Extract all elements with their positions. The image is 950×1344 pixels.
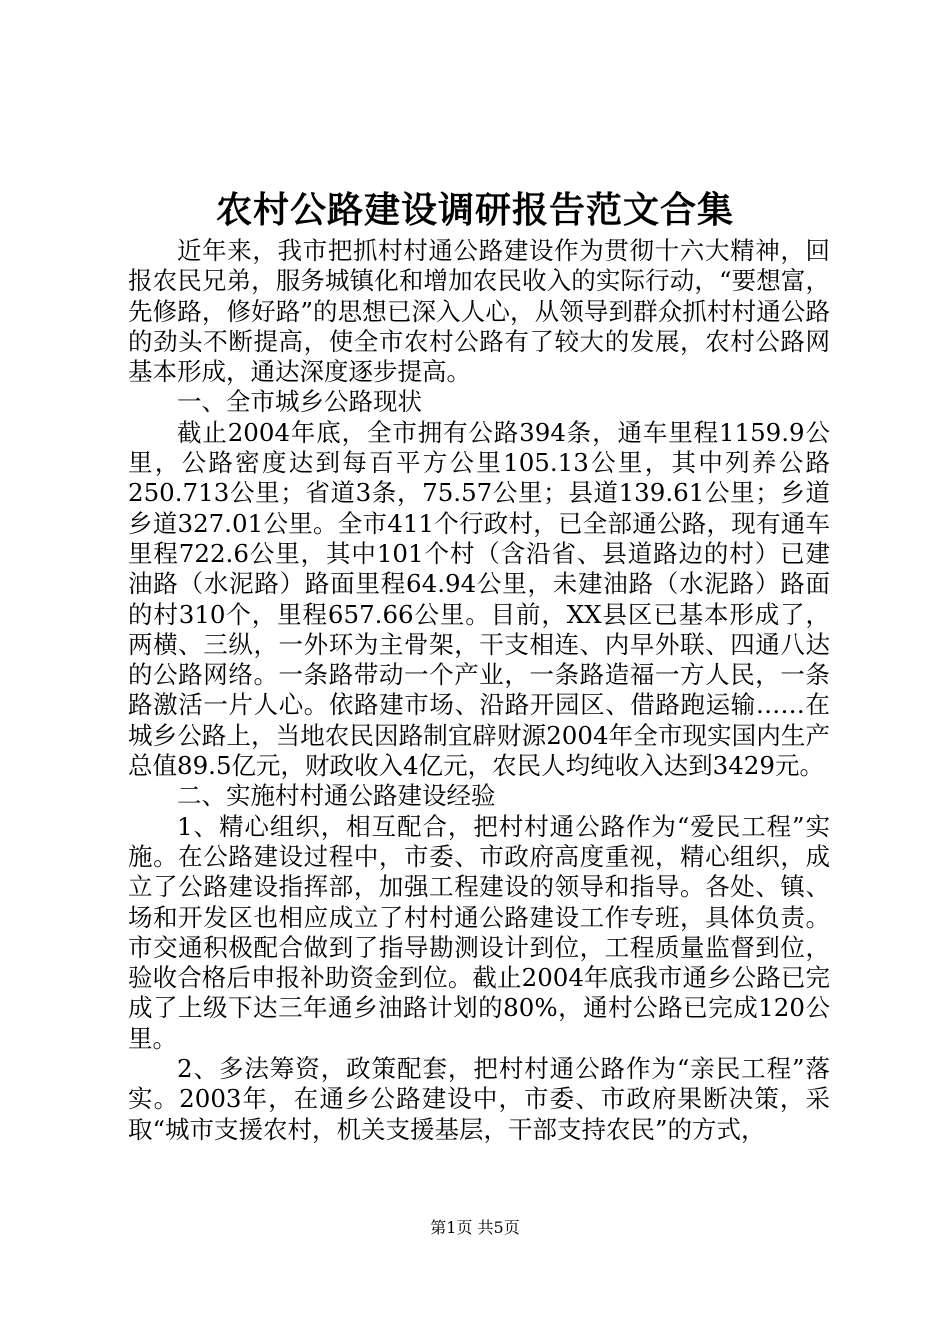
section-heading-2: 二、实施村村通公路建设经验 <box>177 781 496 811</box>
paragraph-road-status: 截止2004年底，全市拥有公路394条，通车里程1159.9公里，公路密度达到每百平方公里105.13公里，其中列养公路250.713公里；省道3条，75.57公里；县道139.61公里；乡道乡道327.01公里。全市411个行政村，已全部通公路，现有通车里程722.6公里，其中101个村（含沿省、县道路边的村）已建油路（水泥路）路面里程64.94公里，未建油路（水泥路）路面的村310个，里程657.66公里。目前，XX县区已基本形成了，两横、三纵，一外环为主骨架，干支相连、内早外联、四通八达的公路网络。一条路带动一个产业，一条路造福一方人民，一条路激活一片人心。依路建市场、沿路开园区、借路跑运输……在城乡公路上，当地农民因路制宜辟财源2004年全市现实国内生产总值89.5亿元，财政收入4亿元，农民人均纯收入达到3429元。 <box>128 417 830 781</box>
page-number-footer: 第1页 共5页 <box>430 1218 520 1237</box>
paragraph-experience-1: 1、精心组织，相互配合，把村村通公路作为“爱民工程”实施。在公路建设过程中，市委、市政府高度重视，精心组织，成立了公路建设指挥部，加强工程建设的领导和指导。各处、镇、场和开发区也相应成立了村村通公路建设工作专班，具体负责。市交通积极配合做到了指导勘测设计到位，工程质量监督到位，验收合格后申报补助资金到位。截止2004年底我市通乡公路已完成了上级下达三年通乡油路计划的80%，通村公路已完成120公里。 <box>128 811 830 1053</box>
paragraph-intro: 近年来，我市把抓村村通公路建设作为贯彻十六大精神，回报农民兄弟，服务城镇化和增加农民收入的实际行动，“要想富，先修路，修好路”的思想已深入人心，从领导到群众抓村村通公路的劲头不断提高，使全市农村公路有了较大的发展，农村公路网基本形成，通达深度逐步提高。 <box>128 236 830 387</box>
document-body <box>128 236 830 1145</box>
paragraph-experience-2: 2、多法筹资，政策配套，把村村通公路作为“亲民工程”落实。2003年，在通乡公路建设中，市委、市政府果断决策，采取“城市支援农村，机关支援基层，干部支持农民”的方式， <box>128 1054 830 1144</box>
document-title: 农村公路建设调研报告范文合集 <box>215 189 734 231</box>
section-heading-1: 一、全市城乡公路现状 <box>177 387 422 417</box>
